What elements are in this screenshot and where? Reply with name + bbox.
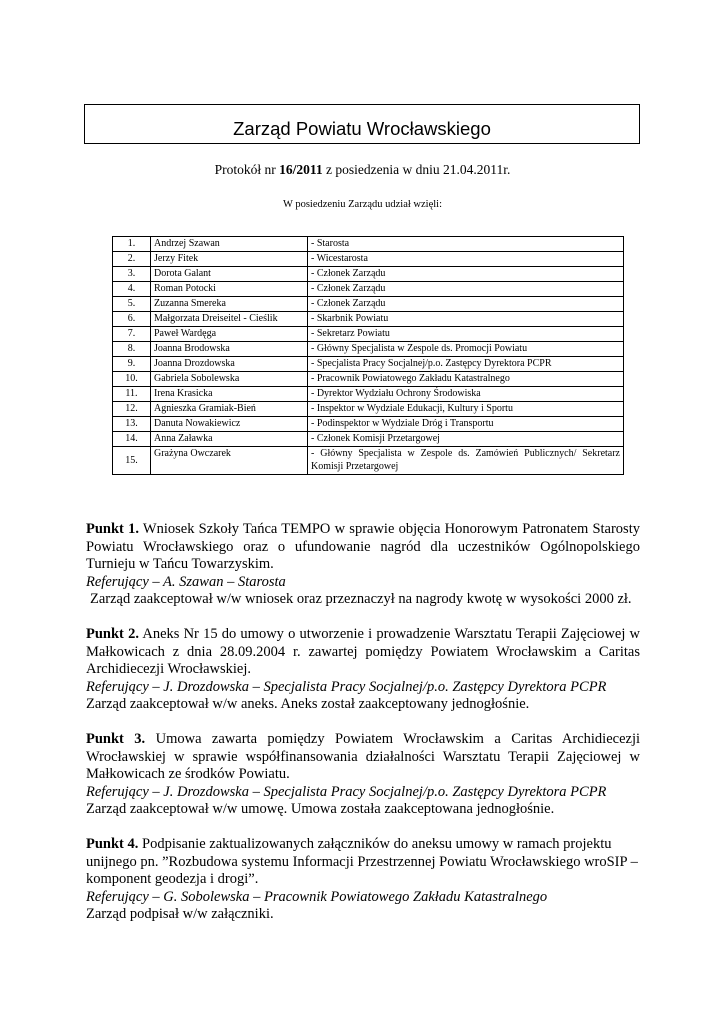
member-number: 7. (113, 327, 151, 342)
member-role: - Skarbnik Powiatu (308, 312, 624, 327)
table-row (113, 402, 624, 417)
point-outcome: Zarząd zaakceptował w/w wniosek oraz przeznaczył na nagrody kwotę w wysokości 2000 zł. (90, 591, 632, 607)
table-row (113, 432, 624, 447)
member-number: 3. (113, 267, 151, 282)
member-name: Anna Załawka (151, 432, 308, 447)
table-row (113, 417, 624, 432)
agenda-points (86, 521, 640, 941)
member-role: - Dyrektor Wydziału Ochrony Środowiska (308, 387, 624, 402)
point-label: Punkt 3. (86, 731, 146, 747)
point-text: Umowa zawarta pomiędzy Powiatem Wrocławskim a Caritas Archidiecezji Wrocławskiej w sprawie współfinansowania działalności Warsztatu Terapii Zajęciowej w Małkowicach ze środków Powiatu. (86, 731, 640, 782)
title-box (84, 104, 640, 144)
member-name: Andrzej Szawan (151, 237, 308, 252)
member-name: Zuzanna Smereka (151, 297, 308, 312)
member-name: Dorota Galant (151, 267, 308, 282)
member-role: - Wicestarosta (308, 252, 624, 267)
member-role: - Pracownik Powiatowego Zakładu Katastralnego (308, 372, 624, 387)
table-row (113, 297, 624, 312)
members-table (112, 236, 624, 475)
member-name: Roman Potocki (151, 282, 308, 297)
member-role: - Podinspektor w Wydziale Dróg i Transportu (308, 417, 624, 432)
point-text: Wniosek Szkoły Tańca TEMPO w sprawie objęcia Honorowym Patronatem Starosty Powiatu Wrocławskiego oraz o ufundowanie nagród dla uczestników Ogólnopolskiego Turnieju w Tańcu Towarzyskim. (86, 521, 640, 572)
member-number: 12. (113, 402, 151, 417)
member-name: Agnieszka Gramiak-Bień (151, 402, 308, 417)
table-row (113, 327, 624, 342)
member-role: - Główny Specjalista w Zespole ds. Zamówień Publicznych/ Sekretarz Komisji Przetargowej (308, 447, 624, 475)
point-outcome: Zarząd zaakceptował w/w aneks. Aneks został zaakceptowany jednogłośnie. (86, 696, 530, 712)
table-row (113, 312, 624, 327)
point-label: Punkt 1. (86, 521, 139, 537)
member-role: - Członek Zarządu (308, 267, 624, 282)
member-role: - Członek Komisji Przetargowej (308, 432, 624, 447)
member-number: 6. (113, 312, 151, 327)
attendance-heading: W posiedzeniu Zarządu udział wzięli: (283, 199, 442, 210)
table-row (113, 372, 624, 387)
member-role: - Członek Zarządu (308, 297, 624, 312)
point-label: Punkt 4. (86, 836, 139, 852)
member-name: Danuta Nowakiewicz (151, 417, 308, 432)
member-name: Gabriela Sobolewska (151, 372, 308, 387)
member-role: - Inspektor w Wydziale Edukacji, Kultury i Sportu (308, 402, 624, 417)
member-number: 1. (113, 237, 151, 252)
member-name: Irena Krasicka (151, 387, 308, 402)
point-description (86, 836, 640, 889)
document-title: Zarząd Powiatu Wrocławskiego (233, 118, 491, 139)
member-role: - Główny Specjalista w Zespole ds. Promocji Powiatu (308, 342, 624, 357)
point-description (86, 521, 640, 574)
table-row (113, 387, 624, 402)
member-name: Joanna Drozdowska (151, 357, 308, 372)
agenda-point-4 (86, 836, 640, 924)
member-number: 15. (113, 447, 151, 475)
member-number: 2. (113, 252, 151, 267)
member-role: - Sekretarz Powiatu (308, 327, 624, 342)
table-row (113, 342, 624, 357)
member-number: 11. (113, 387, 151, 402)
member-number: 8. (113, 342, 151, 357)
member-number: 5. (113, 297, 151, 312)
point-outcome: Zarząd zaakceptował w/w umowę. Umowa została zaakceptowana jednogłośnie. (86, 801, 555, 817)
table-row (113, 237, 624, 252)
agenda-point-2 (86, 626, 640, 714)
point-outcome: Zarząd podpisał w/w załączniki. (86, 906, 274, 922)
table-row (113, 252, 624, 267)
point-referent: Referujący – J. Drozdowska – Specjalista Pracy Socjalnej/p.o. Zastępcy Dyrektora PCPR (86, 783, 607, 800)
member-number: 9. (113, 357, 151, 372)
protocol-prefix: Protokół nr (214, 162, 280, 177)
member-role: - Starosta (308, 237, 624, 252)
point-referent: Referujący – J. Drozdowska – Specjalista Pracy Socjalnej/p.o. Zastępcy Dyrektora PCPR (86, 678, 607, 695)
point-description (86, 626, 640, 679)
member-name: Jerzy Fitek (151, 252, 308, 267)
member-number: 4. (113, 282, 151, 297)
table-row (113, 447, 624, 475)
point-referent: Referujący – G. Sobolewska – Pracownik Powiatowego Zakładu Katastralnego (86, 888, 548, 905)
point-referent: Referujący – A. Szawan – Starosta (86, 573, 286, 590)
agenda-point-3 (86, 731, 640, 819)
member-number: 10. (113, 372, 151, 387)
protocol-line (0, 162, 725, 178)
protocol-suffix: z posiedzenia w dniu 21.04.2011r. (322, 162, 511, 177)
member-role: - Specjalista Pracy Socjalnej/p.o. Zastępcy Dyrektora PCPR (308, 357, 624, 372)
point-text: Aneks Nr 15 do umowy o utworzenie i prowadzenie Warsztatu Terapii Zajęciowej w Małkowicach z dnia 28.09.2004 r. zawartej pomiędzy Powiatem Wrocławskim a Caritas Archidiecezji Wrocławskiej. (86, 626, 640, 677)
member-name: Paweł Wardęga (151, 327, 308, 342)
member-number: 13. (113, 417, 151, 432)
member-number: 14. (113, 432, 151, 447)
member-role: - Członek Zarządu (308, 282, 624, 297)
point-label: Punkt 2. (86, 626, 139, 642)
member-name: Grażyna Owczarek (151, 447, 308, 475)
member-name: Joanna Brodowska (151, 342, 308, 357)
member-name: Małgorzata Dreiseitel - Cieślik (151, 312, 308, 327)
agenda-point-1 (86, 521, 640, 609)
table-row (113, 282, 624, 297)
table-row (113, 267, 624, 282)
point-text: Podpisanie zaktualizowanych załączników do aneksu umowy w ramach projektu unijnego pn. ”Rozbudowa systemu Informacji Przestrzennej Powiatu Wrocławskiego wroSIP – komponent geodezja i drogi”. (86, 836, 638, 887)
table-row (113, 357, 624, 372)
protocol-number: 16/2011 (279, 162, 323, 177)
point-description (86, 731, 640, 784)
